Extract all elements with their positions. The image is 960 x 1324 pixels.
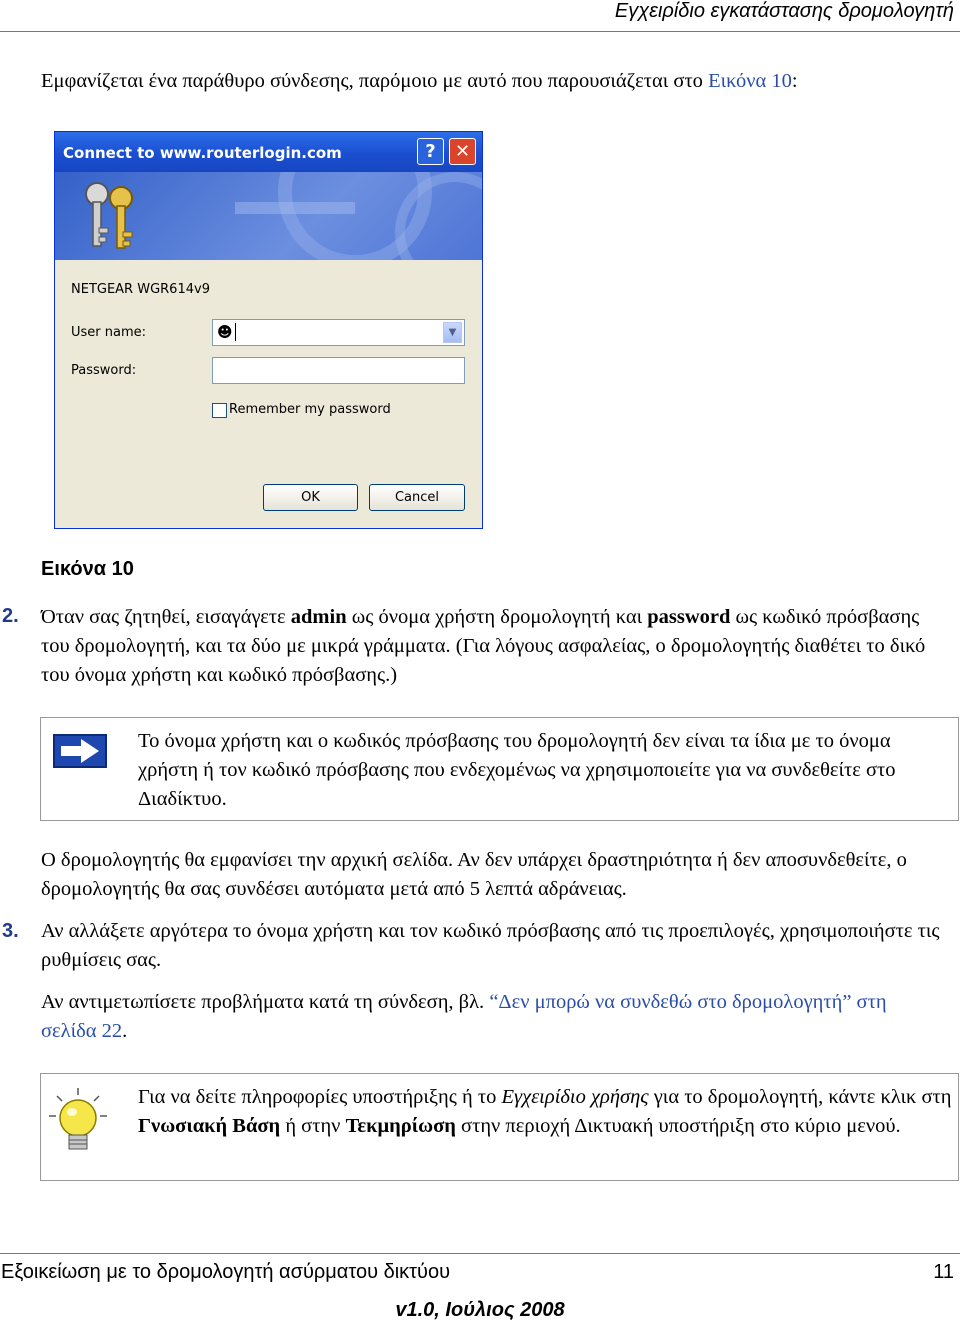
keys-banner-art: [55, 172, 482, 260]
step-number: 3.: [2, 920, 19, 942]
username-label: User name:: [71, 325, 147, 340]
close-button[interactable]: ✕: [449, 138, 476, 165]
dialog-title-bar: [55, 132, 482, 172]
cancel-button[interactable]: Cancel: [369, 484, 465, 511]
user-icon: ☻: [217, 323, 233, 341]
intro-text: Εμφανίζεται ένα παράθυρο σύνδεσης, παρόμοιο με αυτό που παρουσιάζεται στο: [41, 70, 709, 92]
password-label: Password:: [71, 363, 137, 378]
trouble-paragraph: Αν αντιμετωπίσετε προβλήματα κατά τη σύνδεση, βλ. “Δεν μπορώ να συνδεθώ στο δρομολογητή” στη σελίδα 22.: [41, 991, 887, 1042]
step-2-paragraph: Όταν σας ζητηθεί, εισαγάγετε admin ως όνομα χρήστη δρομολογητή και password ως κωδικό πρόσβασης του δρομολογητή, και τα δύο με μικρά γράμματα. (Για λόγους ασφαλείας, ο δρομολογητής διαθέτει το δικό του όνομα χρήστη και κωδικό πρόσβασης.): [41, 606, 926, 686]
arrow-right-icon: [53, 734, 107, 768]
ok-button[interactable]: OK: [263, 484, 358, 511]
troubleshooting-link[interactable]: “Δεν μπορώ να συνδεθώ στο δρομολογητή” στη σελίδα 22: [41, 991, 887, 1042]
page-number: 11: [933, 1261, 954, 1283]
footer-chapter: Εξοικείωση με το δρομολογητή ασύρματου δικτύου: [1, 1261, 451, 1283]
dialog-title: Connect to www.routerlogin.com: [63, 144, 342, 162]
tip-box: [40, 1073, 959, 1181]
keys-icon: [86, 183, 132, 248]
username-combobox[interactable]: [212, 319, 465, 346]
dialog-banner: [55, 172, 482, 260]
note-box: [40, 717, 959, 821]
device-name: NETGEAR WGR614v9: [71, 282, 210, 297]
help-button[interactable]: ?: [417, 138, 444, 165]
footer-rule: [0, 1253, 960, 1254]
home-page-paragraph: Ο δρομολογητής θα εμφανίσει την αρχική σελίδα. Αν δεν υπάρχει δραστηριότητα ή δεν αποσυνδεθείτε, ο δρομολογητής θα σας συνδέσει αυτόματα μετά από 5 λεπτά αδράνειας.: [41, 849, 907, 900]
figure-caption: Εικόνα 10: [41, 558, 134, 580]
remember-label: Remember my password: [229, 402, 391, 417]
intro-paragraph: Εμφανίζεται ένα παράθυρο σύνδεσης, παρόμοιο με αυτό που παρουσιάζεται στο Εικόνα 10:: [41, 70, 798, 92]
tip-text: Για να δείτε πληροφορίες υποστήριξης ή το Εγχειρίδιο χρήσης για το δρομολογητή, κάντε κλικ στη Γνωσιακή Βάση ή στην Τεκμηρίωση στην περιοχή Δικτυακή υποστήριξη στο κύριο μενού.: [138, 1086, 952, 1137]
note-text: Το όνομα χρήστη και ο κωδικός πρόσβασης του δρομολογητή δεν είναι τα ίδια με το όνομα χρήστη ή τον κωδικό πρόσβασης που ενδεχομένως να χρησιμοποιείτε για να συνδεθείτε στο Διαδίκτυο.: [138, 730, 896, 810]
running-header: Εγχειρίδιο εγκατάστασης δρομολογητή: [614, 0, 954, 22]
dropdown-chevron-icon[interactable]: ▼: [443, 322, 462, 343]
login-dialog: [54, 131, 483, 529]
footer-version: v1.0, Ιούλιος 2008: [395, 1299, 565, 1321]
header-rule: [0, 31, 960, 32]
step-number: 2.: [2, 605, 19, 627]
password-input[interactable]: [212, 357, 465, 384]
step-3-paragraph: Αν αλλάξετε αργότερα το όνομα χρήστη και τον κωδικό πρόσβασης από τις προεπιλογές, χρησιμοποιήστε τις ρυθμίσεις σας.: [41, 920, 940, 971]
figure-link[interactable]: Εικόνα 10: [708, 70, 792, 92]
remember-checkbox[interactable]: [212, 403, 227, 418]
text-cursor: [235, 323, 236, 341]
light-bulb-icon: [47, 1086, 109, 1156]
